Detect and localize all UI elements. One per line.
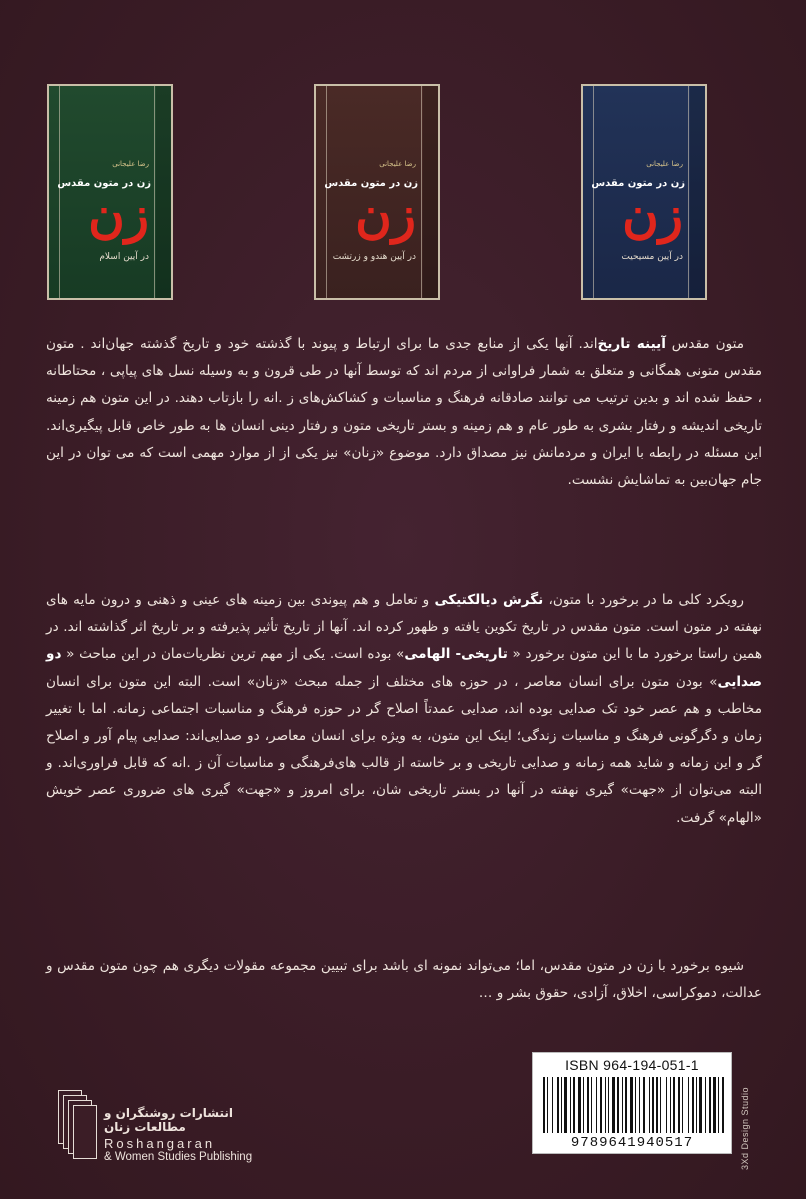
p3-text: شیوه برخورد با زن در متون مقدس، اما؛ می‌تواند نمونه ای باشد برای تبیین مجموعه مقولات دیگری هم چون متون مقدس و عدالت، دموکراسی، اخلاق، آزادی، حقوق بشر و … xyxy=(46,958,762,1002)
thumb-author: رضا علیجانی xyxy=(112,160,149,168)
p2-bold-historical: تاریخی- الهامی xyxy=(404,646,508,663)
paragraph-2 xyxy=(46,587,762,832)
thumb-subtitle: در آیین هندو و زرتشت xyxy=(332,252,416,262)
p2-bold-two-voice: دو صدایی xyxy=(46,646,762,690)
thumb-series: زن در متون مقدس xyxy=(591,178,685,189)
thumb-subtitle: در آیین مسیحیت xyxy=(621,252,683,262)
publisher-logo-icon xyxy=(58,1090,98,1162)
thumb-author: رضا علیجانی xyxy=(646,160,683,168)
book-thumbnail-hindu-zoroastrian xyxy=(314,84,440,300)
thumb-title: زن xyxy=(355,185,416,244)
p1-text-c: ‌اند. آنها یکی از منابع جدی ما برای ارتباط و پیوند با گذشته خود و تاریخ گذشته جهان‌اند . متون مقدس متونی همگانی و متعلق به شمار فراوانی از مردم اند که توسط آنها در طی قرون و به وسیله نسل های پیاپی ، محتاطانه ، حفظ شده اند و بدین ترتیب می توانند صادقانه فرهنگ و مناسبات و کشاکش‌های ز ‌.ا‌نه را بازتاب دهند. در این متون هم زمینه تاریخی اندیشه و رفتار بشری به طور عام و هم زمینه و بستر تاریخی متون و رفتار دینی انسان ها به طور خاص قابل پیگیری‌اند. این مسئله در رابطه با ایران و مردمانش نیز مصداق دارد. موضوع «زنان» نیز یکی از از موارد مهمی است که می توان در این جام جهان‌بین به تماشایش نشست. xyxy=(46,336,762,489)
design-studio-credit: 3Xd Design Studio xyxy=(740,1086,750,1170)
book-thumbnail-christianity xyxy=(581,84,707,300)
barcode xyxy=(532,1052,732,1154)
thumb-series: زن در متون مقدس xyxy=(324,178,418,189)
thumb-title: زن xyxy=(88,185,149,244)
barcode-bars xyxy=(543,1077,721,1133)
paragraph-3 xyxy=(46,953,762,1007)
p2-text-g: » بودن متون برای انسان معاصر ، در حوزه های مختلف از جمله مبحث «زنان» است. البته این متون برای انسان مخاطب و هم عصر خود تک صدایی بوده اند، صدایی عمدتاً اصلاح گر در حوزه فرهنگ و مناسبات اجتماعی زمانه. اما با تغییر زمان و دگرگونی فرهنگ و مناسبات زندگی؛ اینک این متون، به ویژه برای انسان معاصر، دو صدایی‌اند: صدایی پیام آور و اصلاح گر و این زمانه و شاید همه زمانه و صدایی تاریخی و بر خاسته از قالب های‌فرهنگی و مناسبات آن ز ‌.ا‌نه که قابل فراوری‌اند. و البته می‌توان از «جهت» گیری نهفته در آنها در بستر تاریخی شان، برای امروز و «جهت» گیری های ضروری عصر خویش «الهام» گرفت. xyxy=(46,673,762,826)
p2-text-a: رویکرد کلی ما در برخورد با متون، xyxy=(543,592,745,608)
thumb-author: رضا علیجانی xyxy=(379,160,416,168)
book-thumbnail-islam xyxy=(47,84,173,300)
thumb-title: زن xyxy=(622,185,683,244)
p2-text-c: و تعامل و هم پیوندی بین زمینه های عینی و ذهنی و درون مایه های نهفته در متون است. متون مقدس در تاریخ تکوین یافته و ظهور کرده اند. آنها از تاریخ تأثیر پذیرفته و بر تاریخ اثر گذاشته اند. در همین راستا برخورد ما با این متون برخورد « xyxy=(46,592,762,663)
ean-number: 9789641940517 xyxy=(570,1135,694,1151)
publisher-name-fa: انتشارات روشنگران و مطالعات زنان xyxy=(104,1106,233,1134)
thumb-series: زن در متون مقدس xyxy=(57,178,151,189)
publisher-name-en-sub: & Women Studies Publishing xyxy=(104,1151,253,1163)
paragraph-1 xyxy=(46,331,762,494)
p2-text-e: » بوده است. یکی از مهم ترین نظریات‌مان در این مباحث « xyxy=(61,646,405,663)
publisher xyxy=(104,1106,284,1163)
isbn-label: ISBN 964-194-051-1 xyxy=(565,1057,699,1073)
p1-text-a: متون مقدس xyxy=(665,336,744,352)
p2-bold-dialectic: نگرش دیالکتیکی xyxy=(434,592,544,608)
p1-bold: آیینه تاریخ xyxy=(597,336,666,352)
publisher-name-en: Roshangaran xyxy=(104,1136,216,1151)
thumb-subtitle: در آیین اسلام xyxy=(99,252,149,262)
